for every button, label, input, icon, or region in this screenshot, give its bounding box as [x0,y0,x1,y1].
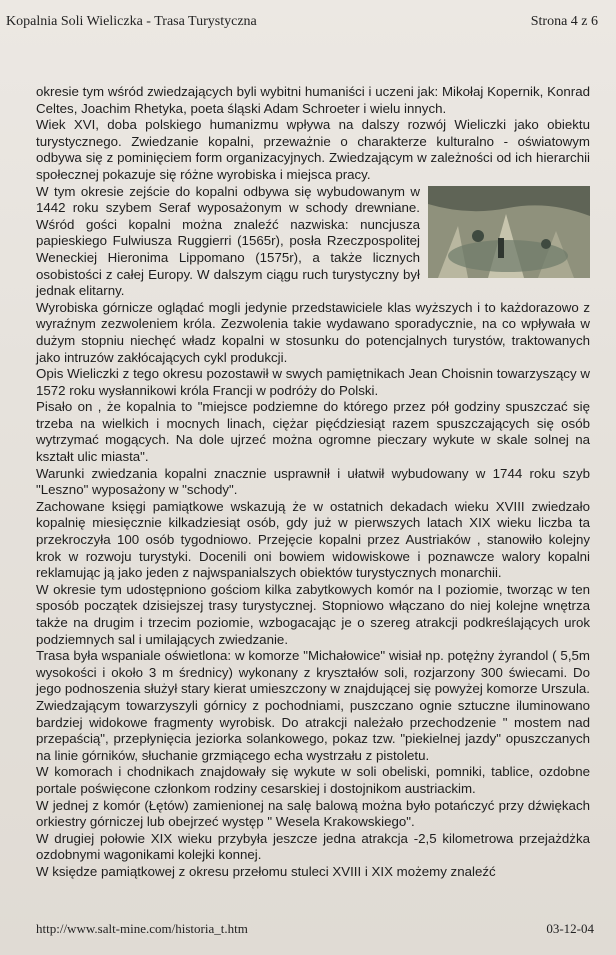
paragraph: W jednej z komór (Łętów) zamienionej na salę balową można było potańczyć przy dźwiękach orkiestry górniczej lub obejrzeć występ " Wesela Krakowskiego". [36,797,590,830]
paragraph: Pisało on , że kopalnia to "miejsce podziemne do którego przez pół godziny spuszczać się trzeba na wielkich i mocnych linach, ciężar pięćdziesiąt razem spuszczających się osób wytrzymać mogących. Na dole ujrzeć można ogromne pieczary wykute w skale solnej na kształt ulic miasta". [36,399,590,465]
paragraph: Opis Wieliczki z tego okresu pozostawił w swych pamiętnikach Jean Choisnin towarzyszący w 1572 roku wysłannikowi króla Francji w podróży do Polski. [36,366,590,398]
paragraph: Wiek XVI, doba polskiego humanizmu wpływa na dalszy rozwój Wieliczki jako obiektu turystycznego. Zwiedzanie kopalni, przeważnie o charakterze kulturalno - oświatowym odbywa się z pominięciem form organizacyjnych. Zwiedzającym w zależności od ich hierarchii społecznej pokazuje się różne wyrobiska i miejsca pracy. [36,117,590,182]
paragraph: Trasa była wspaniale oświetlona: w komorze "Michałowice" wisiał np. potężny żyrandol ( 5,5m wysokości i około 3 m średnicy) wykonany z kryształów soli, rozjarzony 300 świecami. Do jego podnoszenia służył stary kierat umieszczony w znajdującej się powyżej komorze Urszula. Zwiedzającym towarzyszyli górnicy z pochodniami, puszczano ognie sztuczne iluminowano bardziej widokowe fragmenty wyrobisk. Do atrakcji należało przechodzenie " mostem nad przepaścią", przepłynięcia jeziorka solankowego, pokaz tzw. "piekielnej jazdy" opuszczanych na linie górników, słuchanie grzmiącego echa wystrzału z pistoletu. [36,648,590,763]
paragraph: Zachowane księgi pamiątkowe wskazują że w ostatnich dekadach wieku XVIII zwiedzało kopalnię miesięcznie kilkadziesiąt osób, gdy już w pierwszych latach XIX wieku liczba ta przekroczyła 100 osób tygodniowo. Przejęcie kopalni przez Austriaków , stanowiło kolejny krok w rozwoju turystyki. Docenili oni bowiem widowiskowe i poznawcze walory kopalni reklamując ją jako jeden z najwspanialszych obiektów turystycznych monarchii. [36,498,590,581]
paragraph: okresie tym wśród zwiedzających byli wybitni humaniści i uczeni jak: Mikołaj Kopernik, Konrad Celtes, Joachim Rhetyka, poeta śląski Adam Schroeter i wielu innych. [36,84,590,116]
paragraph: Warunki zwiedzania kopalni znacznie usprawnił i ułatwił wybudowany w 1744 roku szyb "Leszno" wyposażony w "schody". [36,465,590,498]
paragraph: W drugiej połowie XIX wieku przybyła jeszcze jedna atrakcja -2,5 kilometrowa przejażdżka ozdobnymi wagonikami kolejki konnej. [36,830,590,863]
paragraph: W komorach i chodnikach znajdowały się wykute w soli obeliski, pomniki, tablice, ozdobne portale poświęcone członkom rodziny cesarskiej i dostojnikom austriackim. [36,764,590,796]
mine-chamber-photo [428,186,590,278]
mine-chamber-illustration [428,186,590,278]
paragraph: W tym okresie zejście do kopalni odbywa się wybudowanym w 1442 roku szybem Seraf wyposażonym w schody drewniane. Wśród gości kopalni można znaleźć nazwiska: nuncjusza papieskiego Fulwiusza Ruggierri (1565r), posła Rzeczpospolitej Weneckiej Hieronima Lippomano (1575r), a także licznych osobistości z całej Europy. W dalszym ciągu ruch turystyczny był jednak elitarny. [36,183,420,299]
paragraph: Wyrobiska górnicze oglądać mogli jedynie przedstawiciele klas wyższych i to każdorazowo z wyraźnym zezwoleniem króla. Zezwolenia takie wydawano sporadycznie, na co wpływała w dużym stopniu niechęć władz kopalni w stosunku do potencjalnych turystów, traktowanych jako intruzów zakłócających cykl produkcji. [36,299,590,365]
document-title: Kopalnia Soli Wieliczka - Trasa Turystyczna [6,14,257,29]
print-date: 03-12-04 [546,921,594,936]
body-text [36,84,590,881]
source-url: http://www.salt-mine.com/historia_t.htm [36,921,248,936]
paragraph: W okresie tym udostępniono gościom kilka zabytkowych komór na I poziomie, tworząc w ten sposób początek dzisiejszej trasy turystycznej. Stopniowo włączano do niej kolejne wnętrza także na drugim i trzecim poziomie, wzbogacając je o szereg atrakcji podkreślających urok podziemnych sal i umilających zwiedzanie. [36,581,590,647]
page-header [6,14,598,30]
page-indicator: Strona 4 z 6 [530,14,598,29]
paragraph: W księdze pamiątkowej z okresu przełomu stuleci XVIII i XIX możemy znaleźć [36,863,496,879]
page-footer [36,921,594,937]
